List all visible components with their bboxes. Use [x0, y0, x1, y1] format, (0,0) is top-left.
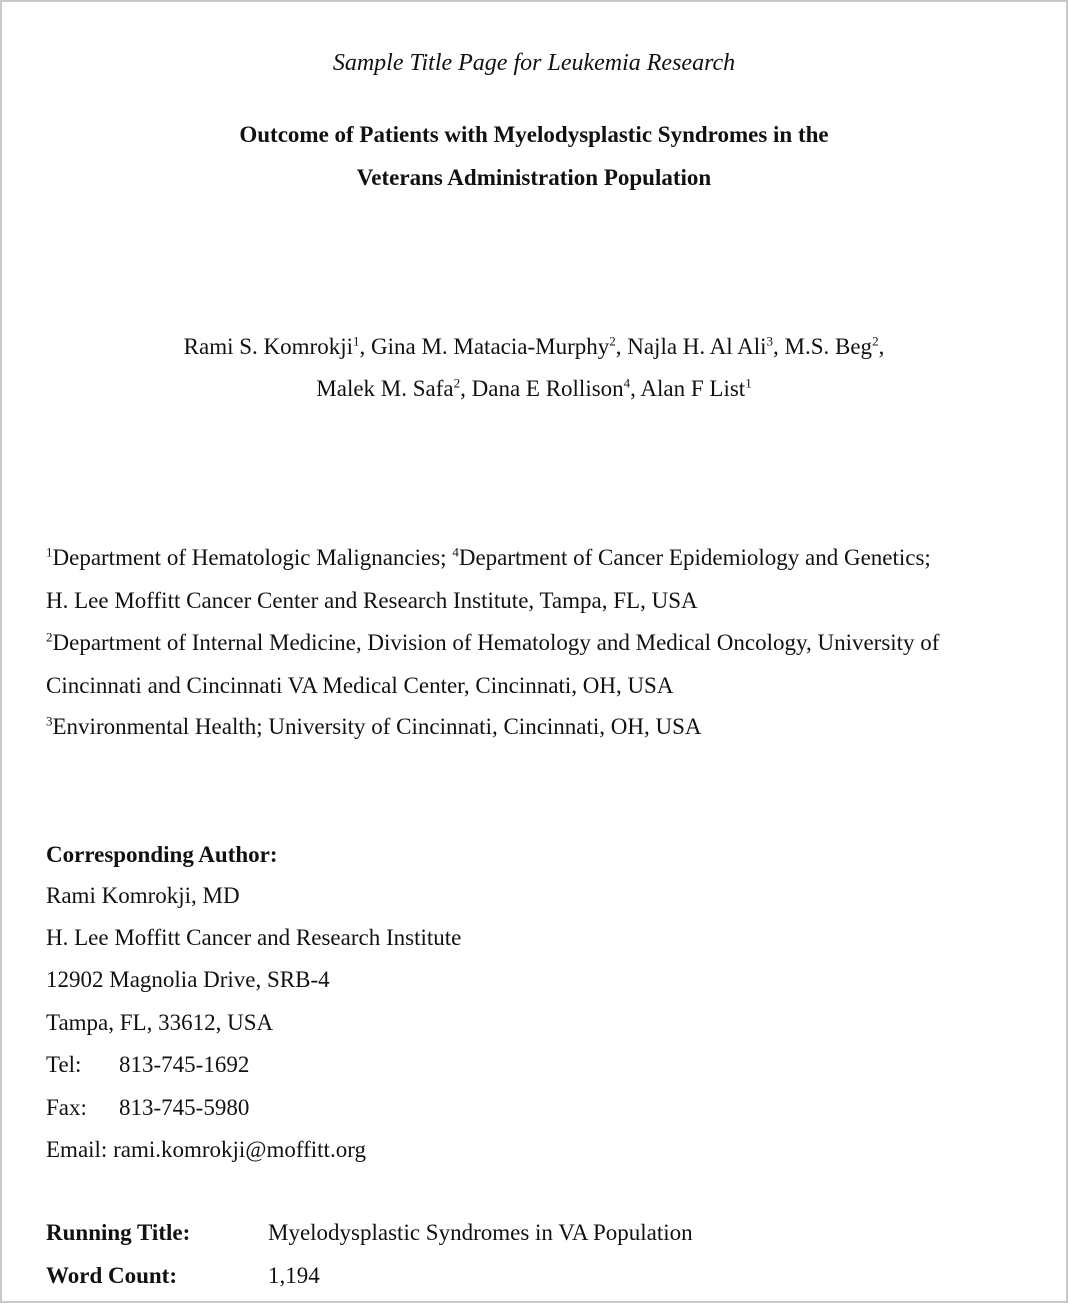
affil-text: Environmental Health; University of Cincinnati, Cincinnati, OH, USA	[52, 714, 702, 739]
corresponding-institute: H. Lee Moffitt Cancer and Research Institute	[46, 925, 462, 950]
author-separator: ,	[359, 334, 371, 359]
affil-sup: 3	[46, 713, 53, 729]
corresponding-address: 12902 Magnolia Drive, SRB-4	[46, 967, 330, 992]
corresponding-email	[46, 1137, 366, 1163]
author-separator: ,	[460, 376, 472, 401]
affil-text: Department of Cancer Epidemiology and Genetics;	[458, 545, 931, 570]
affil-text: Department of Hematologic Malignancies;	[52, 545, 453, 570]
author-affil-sup: 2	[872, 333, 879, 349]
corresponding-author-name: Rami Komrokji, MD	[46, 883, 240, 908]
author-separator: ,	[630, 376, 641, 401]
corresponding-fax	[46, 1095, 249, 1121]
title-line-1: Outcome of Patients with Myelodysplastic Syndromes in the	[239, 122, 829, 147]
corresponding-city: Tampa, FL, 33612, USA	[46, 1010, 274, 1035]
author-name: Alan F List	[640, 376, 746, 401]
email-label: Email:	[46, 1137, 108, 1162]
word-count-value: 1,194	[268, 1263, 320, 1288]
affiliation-2	[46, 630, 939, 656]
affiliation-line-2: H. Lee Moffitt Cancer Center and Research Institute, Tampa, FL, USA	[46, 588, 698, 613]
author-affil-sup: 2	[609, 333, 616, 349]
affil-sup: 1	[46, 544, 53, 560]
author-affil-sup: 2	[453, 375, 461, 391]
affil-sup: 2	[46, 629, 53, 645]
author-separator: ,	[773, 334, 785, 359]
author-name: Rami S. Komrokji	[183, 334, 353, 359]
affiliation-line-4: Cincinnati and Cincinnati VA Medical Center, Cincinnati, OH, USA	[46, 673, 674, 698]
email-link[interactable]: rami.komrokji@moffitt.org	[113, 1137, 366, 1162]
affiliation-3	[46, 714, 702, 740]
tel-value: 813-745-1692	[119, 1052, 250, 1077]
author-affil-sup: 1	[745, 375, 752, 391]
author-line-1	[2, 334, 1066, 360]
author-affil-sup: 3	[766, 333, 774, 349]
author-name: Najla H. Al Ali	[627, 334, 767, 359]
affil-sup: 4	[452, 544, 459, 560]
tel-label: Tel:	[46, 1052, 82, 1077]
author-affil-sup: 1	[352, 333, 360, 349]
title-line-2: Veterans Administration Population	[356, 165, 712, 190]
word-count-label: Word Count:	[46, 1263, 177, 1288]
fax-value: 813-745-5980	[119, 1095, 250, 1120]
running-title-value: Myelodysplastic Syndromes in VA Population	[268, 1220, 693, 1245]
corresponding-author-heading: Corresponding Author:	[46, 842, 278, 867]
corresponding-tel	[46, 1052, 249, 1078]
running-title-label: Running Title:	[46, 1220, 191, 1245]
fax-label: Fax:	[46, 1095, 87, 1120]
author-separator: ,	[878, 334, 885, 359]
author-name: M.S. Beg	[784, 334, 873, 359]
author-line-2	[2, 376, 1066, 402]
author-name: Gina M. Matacia-Murphy	[370, 334, 610, 359]
affil-text: Department of Internal Medicine, Division of Hematology and Medical Oncology, University of	[52, 630, 940, 655]
author-name: Malek M. Safa	[316, 376, 454, 401]
author-name: Dana E Rollison	[471, 376, 624, 401]
affiliation-1-4	[46, 545, 931, 571]
page-header: Sample Title Page for Leukemia Research	[332, 50, 736, 76]
author-separator: ,	[615, 334, 628, 359]
author-affil-sup: 4	[623, 375, 631, 391]
